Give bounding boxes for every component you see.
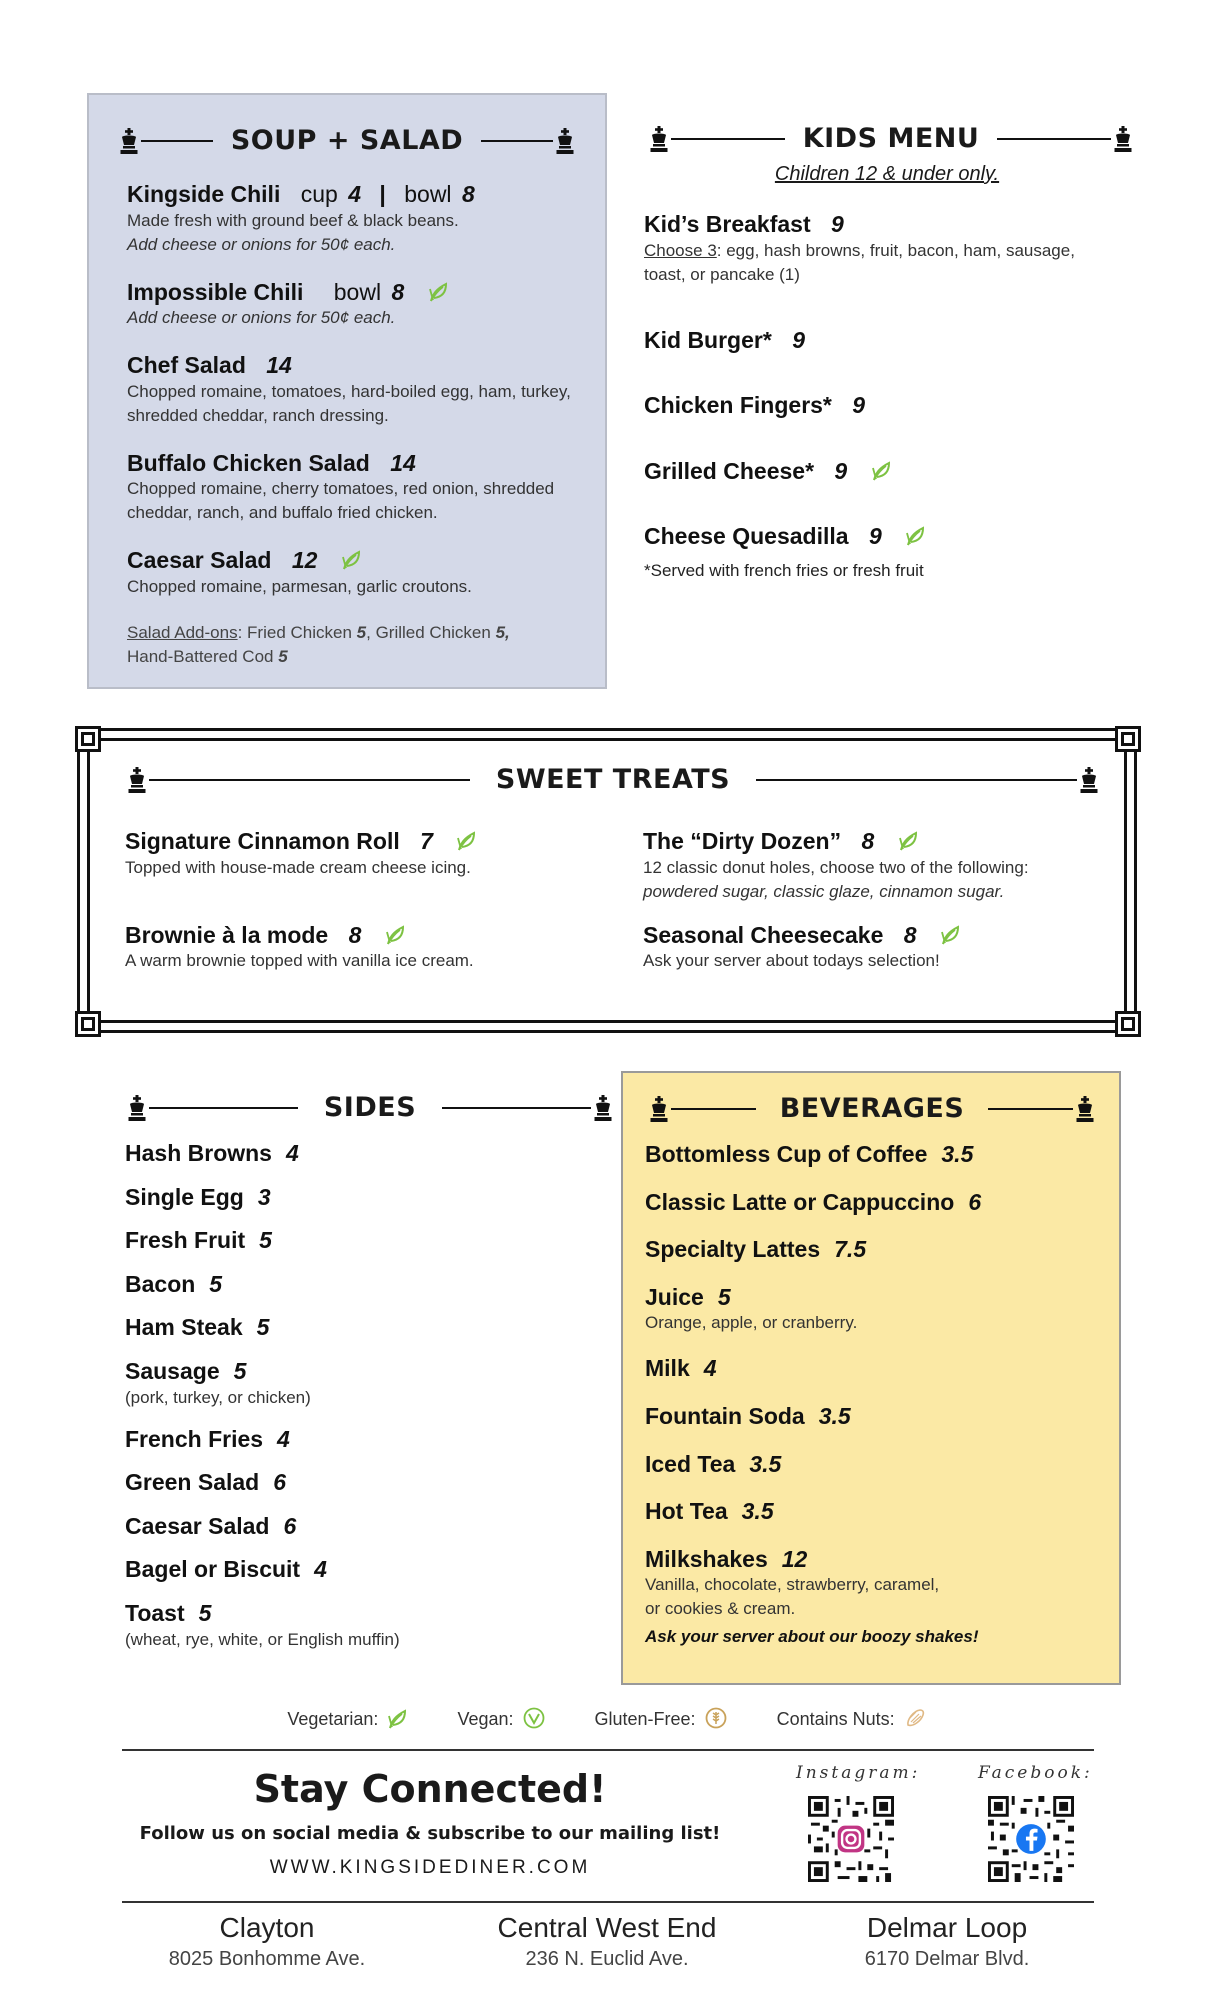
item-price: 9 [792,326,805,353]
item-name: Sausage [125,1357,220,1384]
kids-note: *Served with french fries or fresh fruit [644,560,924,580]
item-note: Add cheese or onions for 50¢ each. [127,308,396,328]
legend-label: Gluten-Free: [594,1709,696,1729]
item-description: or cookies & cream. [645,1599,796,1619]
beverages-heading [623,1093,1119,1124]
menu-item [125,1140,585,1168]
item-description [644,239,1104,287]
item-price: 4 [285,1140,299,1166]
menu-item [127,547,587,599]
facebook-qr-code[interactable] [988,1796,1074,1882]
item-price: 8 [861,828,875,854]
menu-item [644,458,1104,486]
item-name: Hash Browns [125,1140,272,1166]
item-name: Buffalo Chicken Salad [127,449,370,476]
menu-item [645,1355,1105,1383]
size-label: bowl [333,278,382,305]
menu-item [125,1600,585,1652]
menu-item [125,1469,585,1497]
legend-vegan [457,1709,545,1729]
item-note: Add cheese or onions for 50¢ each. [127,234,396,254]
item-name: French Fries [125,1425,264,1452]
item-name: Specialty Lattes [645,1236,821,1263]
item-price: 3.5 [749,1450,782,1477]
sweet-treats-heading [77,764,1137,795]
item-name: Classic Latte or Cappuccino [645,1188,955,1215]
item-price: 8 [461,181,475,207]
location-delmar-loop [787,1912,1107,1971]
heading-rule [442,1107,591,1109]
addon-price: 5, [495,622,510,642]
addon-name: Fried Chicken [247,622,352,642]
item-name: Cheese Quesadilla [644,523,849,550]
choose-options: : egg, hash browns, fruit, bacon, ham, sausage, toast, or pancake (1) [644,240,1075,284]
menu-item [127,352,587,428]
chess-king-icon [591,1095,615,1121]
location-address: 6170 Delmar Blvd. [864,1948,1030,1970]
corner-ornament [1115,726,1139,750]
item-name: Chicken Fingers* [644,392,832,419]
item-description: (pork, turkey, or chicken) [125,1387,311,1407]
chess-king-icon [553,128,577,154]
item-price: 5 [198,1599,212,1626]
item-name: Seasonal Cheesecake [643,921,884,948]
item-note: Ask your server about our boozy shakes! [645,1627,979,1647]
item-name: Green Salad [125,1469,260,1496]
chess-king-icon [1077,767,1101,793]
menu-item [125,1358,585,1410]
soup-salad-section [87,93,607,689]
item-description: Vanilla, chocolate, strawberry, caramel, [645,1575,940,1595]
addon-name: Grilled Chicken [375,622,491,642]
kids-subtitle: Children 12 & under only. [774,163,1000,185]
addon-name: Hand-Battered Cod [127,646,274,666]
menu-item [645,1498,1105,1526]
stay-connected-subtitle: Follow us on social media & subscribe to our mailing list! [139,1823,721,1844]
menu-item [125,1227,585,1255]
item-price: 6 [968,1188,982,1215]
item-price: 5 [717,1283,731,1310]
vegan-v-icon [522,1706,546,1730]
item-description: Topped with house-made cream cheese icing. [125,857,471,877]
menu-item [645,1189,1105,1217]
heading-rule [149,1107,298,1109]
menu-item [644,392,1104,420]
item-price: 3.5 [941,1141,974,1167]
item-description: (wheat, rye, white, or English muffin) [125,1629,400,1649]
menu-item [644,211,1104,287]
heading-rule [149,779,470,781]
size-label: bowl [404,181,452,207]
menu-item [125,1556,585,1584]
heading-rule [997,138,1111,140]
soup-salad-heading [89,125,605,156]
menu-item [125,1314,585,1342]
menu-item [127,181,587,257]
section-title: KIDS MENU [802,123,980,154]
menu-item [645,1284,1105,1336]
menu-item [645,1141,1105,1169]
dietary-legend [0,1706,1214,1730]
item-price: 3 [257,1183,271,1210]
item-price: 4 [703,1355,717,1382]
stay-connected-title: Stay Connected! [253,1767,607,1811]
item-price: 3.5 [818,1402,851,1429]
item-price: 4 [314,1556,327,1583]
item-price: 8 [348,921,362,948]
chess-king-icon [1073,1096,1097,1122]
sides-heading [87,1092,615,1123]
item-price: 7 [420,828,433,854]
menu-item [125,922,605,974]
sides-section [87,1072,607,1692]
item-description: Chopped romaine, parmesan, garlic croutons. [127,576,472,596]
item-name: Fountain Soda [645,1402,805,1429]
leaf-icon [340,549,362,571]
leaf-icon [904,525,926,547]
legend-gluten-free [595,1709,728,1729]
item-price: 5 [256,1314,270,1341]
chess-king-icon [125,767,149,793]
item-price: 4 [277,1425,290,1452]
item-price: 6 [273,1469,287,1496]
item-price: 9 [834,457,848,484]
item-price: 3.5 [741,1498,774,1525]
legend-label: Vegetarian: [287,1709,379,1729]
nut-icon [903,1706,927,1730]
item-description: Ask your server about todays selection! [643,951,940,971]
beverages-section [621,1071,1121,1685]
instagram-label: Instagram: [796,1763,921,1783]
leaf-icon [870,460,892,482]
item-name: Single Egg [125,1183,244,1210]
legend-vegetarian [287,1709,408,1729]
addons-label: Salad Add-ons [127,622,238,642]
item-note: powdered sugar, classic glaze, cinnamon sugar. [643,881,1005,901]
item-description: A warm brownie topped with vanilla ice cream. [125,951,474,971]
heading-rule [756,779,1077,781]
item-name: Hot Tea [645,1498,728,1525]
item-name: Grilled Cheese* [644,457,815,484]
item-price: 5 [259,1227,272,1254]
item-name: Bagel or Biscuit [125,1556,301,1583]
chess-king-icon [125,1095,149,1121]
menu-item [645,1546,1105,1650]
heading-rule [671,138,785,140]
menu-item [125,1426,585,1454]
legend-label: Vegan: [457,1709,514,1729]
item-price: 8 [391,278,405,305]
divider [122,1901,1094,1903]
location-address: 8025 Bonhomme Ave. [168,1948,366,1970]
item-price: 6 [283,1512,297,1539]
item-name: Kingside Chili [127,181,281,207]
item-name: Caesar Salad [125,1512,270,1539]
item-name: The “Dirty Dozen” [643,828,842,854]
leaf-icon [384,924,406,946]
kids-menu-heading [627,123,1147,154]
item-price: 7.5 [834,1236,867,1263]
item-price: 4 [348,181,362,207]
item-price: 9 [831,211,844,237]
section-title: BEVERAGES [779,1093,965,1124]
heading-rule [141,140,213,142]
item-name: Caesar Salad [127,547,272,574]
chess-king-icon [1111,126,1135,152]
item-price: 14 [390,449,416,476]
menu-item [643,922,1123,974]
item-name: Chef Salad [127,352,246,379]
sweet-treats-section [77,728,1137,1033]
item-name: Kid’s Breakfast [644,211,811,237]
leaf-icon [386,1708,408,1730]
legend-nuts [777,1709,927,1729]
item-name: Milkshakes [645,1545,768,1572]
facebook-label: Facebook: [978,1763,1093,1783]
item-name: Impossible Chili [127,278,304,305]
menu-item [645,1403,1105,1431]
menu-item [125,828,605,880]
item-name: Fresh Fruit [125,1227,246,1254]
addon-price: 5 [356,622,367,642]
legend-label: Contains Nuts: [776,1709,895,1729]
leaf-icon [427,281,449,303]
item-name: Iced Tea [645,1450,736,1477]
location-name: Delmar Loop [866,1912,1028,1943]
corner-ornament [75,1011,99,1035]
item-price: 9 [852,392,866,419]
item-name: Milk [645,1355,690,1382]
item-description: Chopped romaine, cherry tomatoes, red onion, shredded cheddar, ranch, and buffalo fried chicken. [127,479,555,523]
location-address: 236 N. Euclid Ave. [525,1948,689,1970]
item-price: 12 [781,1545,808,1572]
size-label: cup [300,181,338,207]
item-name: Brownie à la mode [125,921,329,948]
item-name: Signature Cinnamon Roll [125,828,400,854]
separator: | [379,181,386,207]
item-description: Orange, apple, or cranberry. [645,1313,858,1333]
salad-addons: Salad Add-ons: Fried Chicken 5, Grilled Chicken 5, Hand-Battered Cod 5 [127,622,510,666]
menu-item [644,327,1104,355]
item-name: Toast [125,1599,185,1626]
leaf-icon [897,830,919,852]
menu-item [127,450,587,526]
menu-item [645,1236,1105,1264]
location-name: Clayton [219,1912,315,1943]
location-central-west-end [447,1912,767,1971]
chess-king-icon [117,128,141,154]
heading-rule [481,140,553,142]
menu-item [127,279,587,331]
item-price: 8 [903,921,917,948]
section-title: SIDES [323,1092,417,1123]
section-title: SOUP + SALAD [230,125,464,156]
item-description: 12 classic donut holes, choose two of the following: [643,857,1029,877]
item-name: Ham Steak [125,1314,243,1341]
item-price: 14 [266,352,292,379]
location-clayton [107,1912,427,1971]
corner-ornament [75,726,99,750]
section-title: SWEET TREATS [495,764,731,795]
item-price: 9 [868,523,882,550]
divider [122,1749,1094,1751]
menu-item [645,1451,1105,1479]
corner-ornament [1115,1011,1139,1035]
choose-label: Choose 3 [644,240,717,260]
kids-menu-section [627,93,1147,689]
chess-king-icon [647,1096,671,1122]
item-name: Juice [645,1283,704,1310]
website-link[interactable]: WWW.KINGSIDEDINER.COM [269,1857,591,1878]
instagram-qr-code[interactable] [808,1796,894,1882]
item-name: Bacon [125,1270,196,1297]
menu-item [125,1184,585,1212]
item-price: 12 [291,547,318,574]
addon-price: 5 [278,646,288,666]
leaf-icon [455,830,477,852]
item-name: Kid Burger* [644,326,772,353]
menu-item [643,828,1123,904]
item-price: 5 [209,1270,223,1297]
wheat-icon [704,1706,728,1730]
menu-item [125,1271,585,1299]
heading-rule [671,1108,756,1110]
heading-rule [988,1108,1073,1110]
item-description: Chopped romaine, tomatoes, hard-boiled egg, ham, turkey, shredded cheddar, ranch dressing. [127,381,571,425]
item-name: Bottomless Cup of Coffee [645,1141,928,1167]
chess-king-icon [647,126,671,152]
leaf-icon [939,924,961,946]
menu-item [125,1513,585,1541]
location-name: Central West End [497,1912,717,1943]
item-description: Made fresh with ground beef & black beans. [127,210,459,230]
menu-item [644,523,1104,551]
item-price: 5 [233,1357,247,1384]
